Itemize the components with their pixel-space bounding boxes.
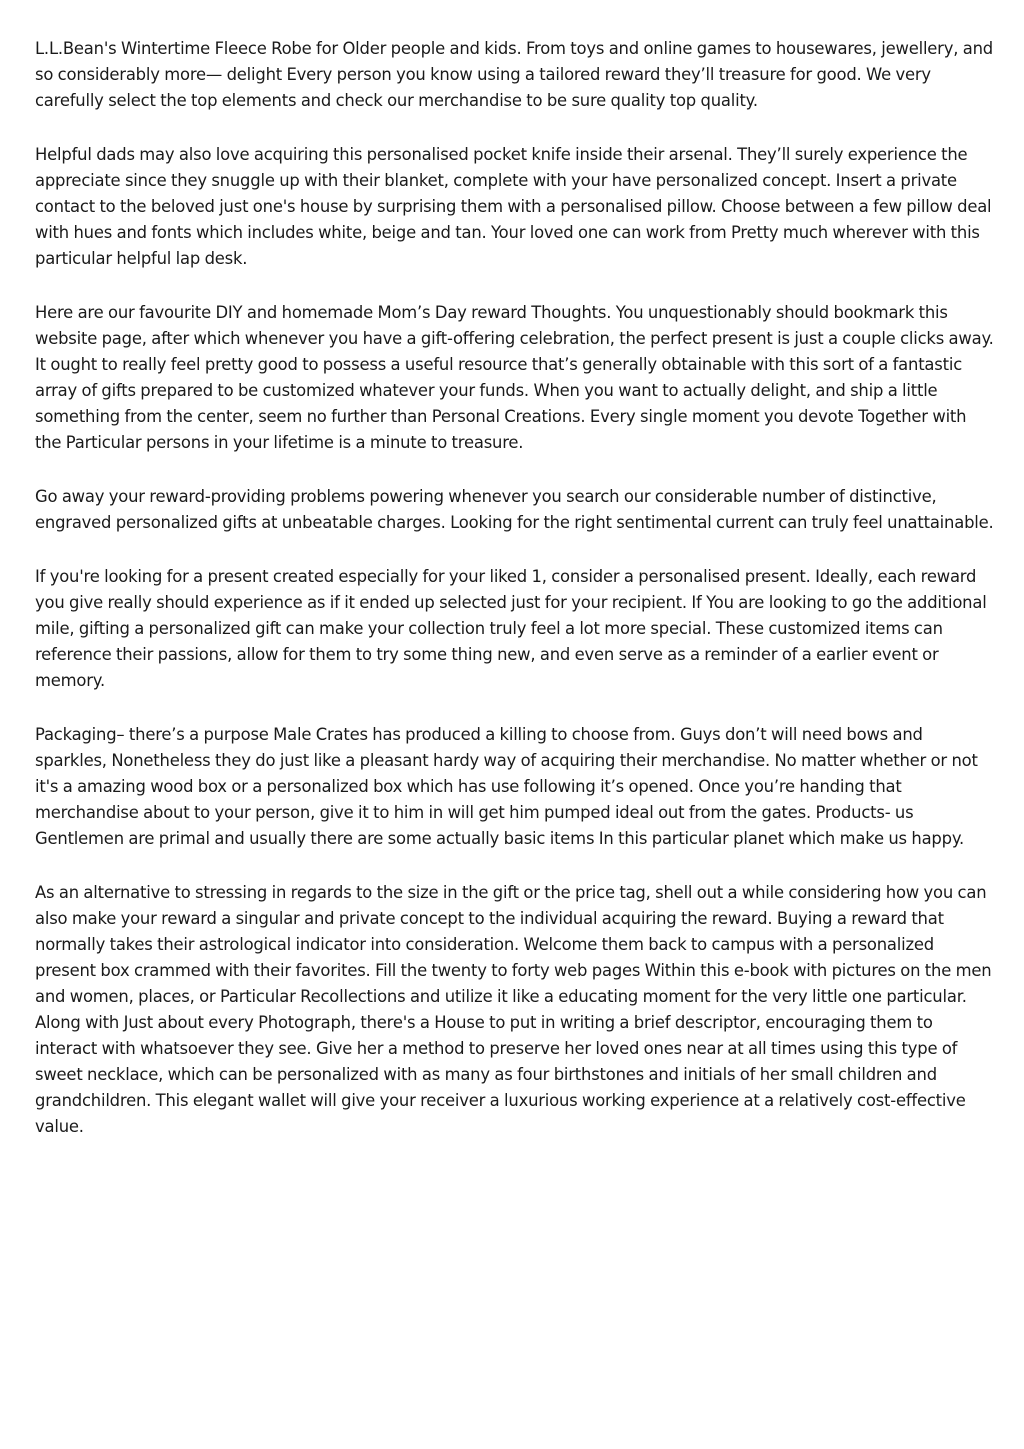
document-body: [35, 36, 995, 1168]
paragraph-5: If you're looking for a present created especially for your liked 1, consider a personalised present. Ideally, each reward you give really should experience as if it ended up selected just for your recipient. If You are looking to go the additional mile, gifting a personalized gift can make your collection truly feel a lot more special. These customized items can reference their passions, allow for them to try some thing new, and even serve as a reminder of a earlier event or memory.: [35, 567, 987, 690]
paragraph-3: Here are our favourite DIY and homemade Mom’s Day reward Thoughts. You unquestionably should bookmark this website page, after which whenever you have a gift-offering celebration, the perfect present is just a couple clicks away. It ought to really feel pretty good to possess a useful resource that’s generally obtainable with this sort of a fantastic array of gifts prepared to be customized whatever your funds. When you want to actually delight, and ship a little something from the center, seem no further than Personal Creations. Every single moment you devote Together with the Particular persons in your lifetime is a minute to treasure.: [35, 303, 994, 452]
paragraph-1: L.L.Bean's Wintertime Fleece Robe for Older people and kids. From toys and online games to housewares, jewellery, and so considerably more— delight Every person you know using a tailored reward they’ll treasure for good. We very carefully select the top elements and check our merchandise to be sure quality top quality.: [35, 39, 993, 110]
paragraph-2: Helpful dads may also love acquiring this personalised pocket knife inside their arsenal. They’ll surely experience the appreciate since they snuggle up with their blanket, complete with your have personalized concept. Insert a private contact to the beloved just one's house by surprising them with a personalised pillow. Choose between a few pillow deal with hues and fonts which includes white, beige and tan. Your loved one can work from Pretty much wherever with this particular helpful lap desk.: [35, 145, 992, 268]
paragraph-7: As an alternative to stressing in regards to the size in the gift or the price tag, shell out a while considering how you can also make your reward a singular and private concept to the individual acquiring the reward. Buying a reward that normally takes their astrological indicator into consideration. Welcome them back to campus with a personalized present box crammed with their favorites. Fill the twenty to forty web pages Within this e-book with pictures on the men and women, places, or Particular Recollections and utilize it like a educating moment for the very little one particular. Along with Just about every Photograph, there's a House to put in writing a brief descriptor, encouraging them to interact with whatsoever they see. Give her a method to preserve her loved ones near at all times using this type of sweet necklace, which can be personalized with as many as four birthstones and initials of her small children and grandchildren. This elegant wallet will give your receiver a luxurious working experience at a relatively cost-effective value.: [35, 883, 992, 1136]
paragraph-4: Go away your reward-providing problems powering whenever you search our considerable number of distinctive, engraved personalized gifts at unbeatable charges. Looking for the right sentimental current can truly feel unattainable.: [35, 487, 994, 532]
paragraph-6: Packaging– there’s a purpose Male Crates has produced a killing to choose from. Guys don’t will need bows and sparkles, Nonetheless they do just like a pleasant hardy way of acquiring their merchandise. No matter whether or not it's a amazing wood box or a personalized box which has use following it’s opened. Once you’re handing that merchandise about to your person, give it to him in will get him pumped ideal out from the gates. Products- us Gentlemen are primal and usually there are some actually basic items In this particular planet which make us happy.: [35, 725, 978, 848]
